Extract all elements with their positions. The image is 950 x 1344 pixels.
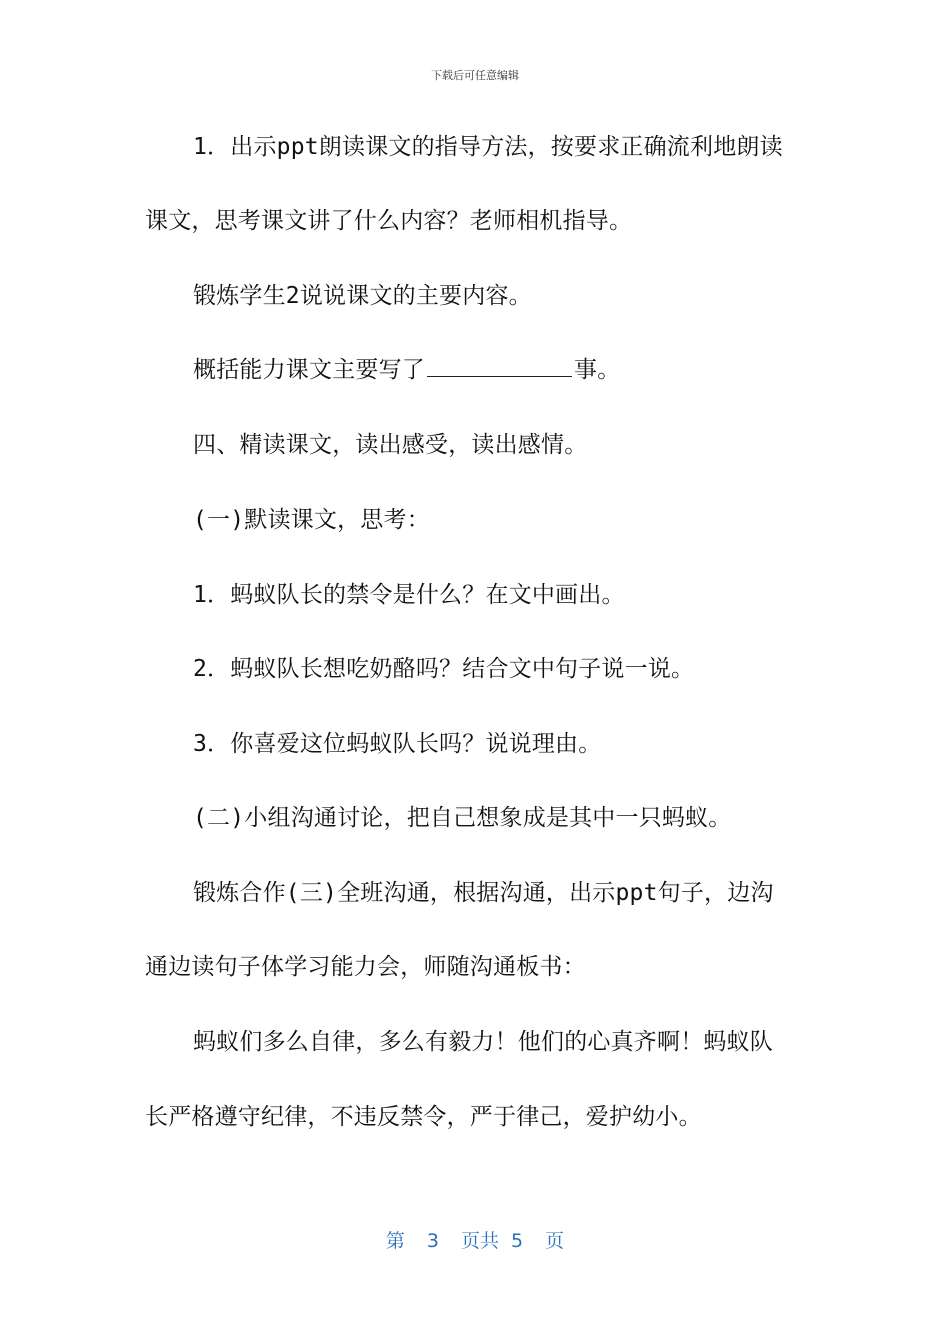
footer-current-page: 3 — [426, 1230, 439, 1252]
body-text: 概括能力课文主要写了 — [193, 357, 425, 383]
header-note: 下载后可任意编辑 — [431, 69, 519, 82]
body-line: 锻炼合作(三)全班沟通，根据沟通，出示ppt句子，边沟 — [193, 880, 774, 906]
footer-total-pages: 5 — [511, 1230, 524, 1252]
fill-in-blank — [427, 354, 572, 377]
body-line: 长严格遵守纪律，不违反禁令，严于律己，爱护幼小。 — [145, 1104, 702, 1130]
body-line: 蚂蚁们多么自律，多么有毅力！他们的心真齐啊！蚂蚁队 — [193, 1029, 773, 1055]
body-line: 1．出示ppt朗读课文的指导方法，按要求正确流利地朗读 — [193, 134, 783, 160]
section-heading: 四、精读课文，读出感受，读出感情。 — [193, 432, 588, 458]
body-line: 锻炼学生2说说课文的主要内容。 — [193, 283, 532, 309]
body-line: 课文，思考课文讲了什么内容？老师相机指导。 — [145, 208, 633, 234]
body-line: (二)小组沟通讨论，把自己想象成是其中一只蚂蚁。 — [193, 805, 732, 831]
body-line: 1．蚂蚁队长的禁令是什么？在文中画出。 — [193, 582, 625, 608]
body-line: 3．你喜爱这位蚂蚁队长吗？说说理由。 — [193, 731, 602, 757]
footer-middle: 页共 — [460, 1230, 499, 1252]
footer-prefix: 第 — [385, 1230, 405, 1252]
body-text: 事。 — [574, 357, 621, 383]
body-line-with-blank — [193, 354, 620, 386]
footer-suffix: 页 — [545, 1230, 565, 1252]
body-line: 2．蚂蚁队长想吃奶酪吗？结合文中句子说一说。 — [193, 656, 695, 682]
page-footer — [0, 1226, 950, 1253]
body-line: (一)默读课文，思考： — [193, 507, 430, 533]
body-line: 通边读句子体学习能力会，师随沟通板书： — [145, 954, 586, 980]
